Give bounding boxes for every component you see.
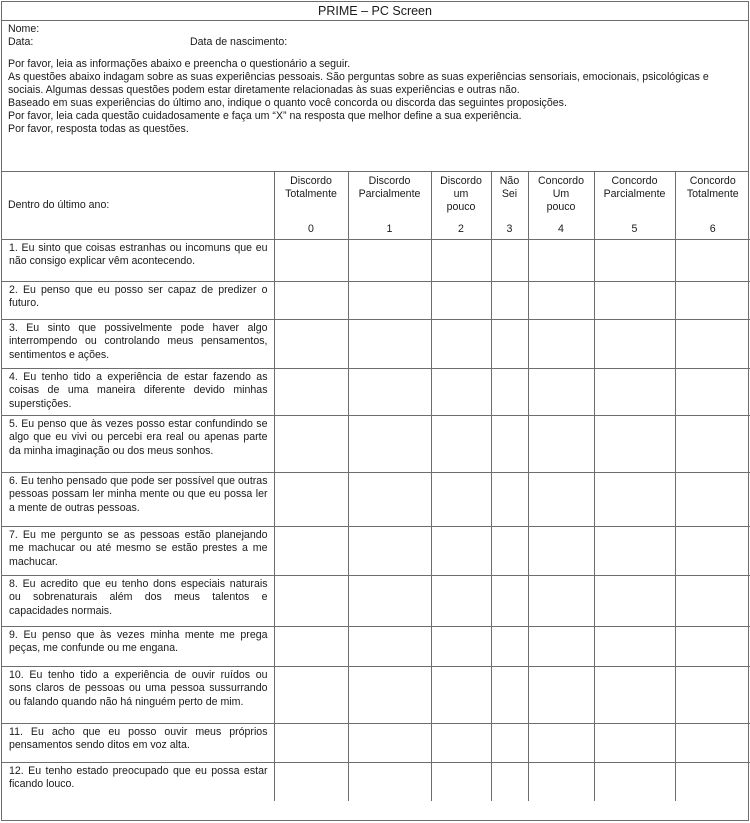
answer-cell-1[interactable]: [348, 472, 431, 526]
answer-cell-3[interactable]: [491, 472, 528, 526]
option-header-3: [491, 172, 528, 239]
question-row: [2, 239, 750, 281]
option-label-line: Totalmente: [275, 188, 348, 201]
answer-cell-5[interactable]: [594, 526, 675, 575]
answer-cell-0[interactable]: [274, 368, 348, 415]
answer-cell-2[interactable]: [431, 626, 491, 666]
answer-cell-1[interactable]: [348, 723, 431, 762]
answer-cell-6[interactable]: [675, 666, 750, 723]
question-body: [2, 239, 750, 801]
answer-cell-4[interactable]: [528, 723, 594, 762]
option-label-line: Sei: [492, 188, 528, 201]
option-value: 5: [595, 223, 675, 236]
instruction-line: sociais. Algumas dessas questões podem estar diretamente relacionadas às suas experiências e outras não.: [8, 84, 742, 97]
answer-cell-2[interactable]: [431, 319, 491, 368]
answer-cell-5[interactable]: [594, 723, 675, 762]
option-header-6: [675, 172, 750, 239]
option-label-line: Parcialmente: [595, 188, 675, 201]
question-text: 11. Eu acho que eu posso ouvir meus próprios pensamentos sendo ditos em voz alta.: [2, 723, 274, 762]
answer-cell-5[interactable]: [594, 239, 675, 281]
answer-cell-0[interactable]: [274, 626, 348, 666]
option-header-5: [594, 172, 675, 239]
answer-cell-0[interactable]: [274, 575, 348, 626]
answer-cell-1[interactable]: [348, 319, 431, 368]
instruction-line: As questões abaixo indagam sobre as suas experiências pessoais. São perguntas sobre as suas experiências sensoriais, emocionais, psicológicas e: [8, 71, 742, 84]
answer-cell-0[interactable]: [274, 239, 348, 281]
answer-cell-6[interactable]: [675, 626, 750, 666]
dob-label: Data de nascimento:: [190, 36, 287, 49]
answer-cell-4[interactable]: [528, 472, 594, 526]
answer-cell-2[interactable]: [431, 526, 491, 575]
option-label-line: Totalmente: [676, 188, 750, 201]
option-label-line: Não: [492, 175, 528, 188]
question-row: [2, 526, 750, 575]
answer-cell-1[interactable]: [348, 626, 431, 666]
answer-cell-6[interactable]: [675, 526, 750, 575]
answer-cell-1[interactable]: [348, 368, 431, 415]
answer-cell-4[interactable]: [528, 319, 594, 368]
answer-cell-2[interactable]: [431, 762, 491, 801]
answer-cell-3[interactable]: [491, 723, 528, 762]
question-row: [2, 368, 750, 415]
option-label-line: Discordo: [349, 175, 431, 188]
answer-cell-1[interactable]: [348, 239, 431, 281]
answer-cell-1[interactable]: [348, 666, 431, 723]
option-label-line: Um: [529, 188, 594, 201]
answer-cell-5[interactable]: [594, 281, 675, 319]
answer-cell-0[interactable]: [274, 472, 348, 526]
instructions: [8, 58, 742, 137]
answer-cell-3[interactable]: [491, 239, 528, 281]
answer-cell-6[interactable]: [675, 319, 750, 368]
option-label-line: Concordo: [529, 175, 594, 188]
answer-cell-2[interactable]: [431, 575, 491, 626]
option-label-line: pouco: [432, 201, 491, 214]
answer-cell-0[interactable]: [274, 281, 348, 319]
answer-cell-1[interactable]: [348, 575, 431, 626]
answer-cell-3[interactable]: [491, 415, 528, 472]
option-label-line: um: [432, 188, 491, 201]
option-value: 1: [349, 223, 431, 236]
answer-cell-2[interactable]: [431, 472, 491, 526]
question-text: 3. Eu sinto que possivelmente pode haver algo interrompendo ou controlando meus pensamentos, sentimentos e ações.: [2, 319, 274, 368]
answer-cell-2[interactable]: [431, 281, 491, 319]
option-label-line: Discordo: [432, 175, 491, 188]
answer-cell-1[interactable]: [348, 762, 431, 801]
answer-cell-4[interactable]: [528, 281, 594, 319]
answer-cell-4[interactable]: [528, 415, 594, 472]
answer-cell-3[interactable]: [491, 526, 528, 575]
answer-cell-1[interactable]: [348, 526, 431, 575]
table-header-row: [2, 172, 750, 239]
answer-cell-6[interactable]: [675, 472, 750, 526]
form-title: PRIME – PC Screen: [2, 2, 748, 21]
answer-cell-6[interactable]: [675, 281, 750, 319]
answer-cell-4[interactable]: [528, 368, 594, 415]
question-row: [2, 281, 750, 319]
answer-cell-5[interactable]: [594, 368, 675, 415]
answer-cell-0[interactable]: [274, 762, 348, 801]
option-header-1: [348, 172, 431, 239]
instruction-line: Por favor, leia as informações abaixo e preencha o questionário a seguir.: [8, 58, 742, 71]
question-text: 6. Eu tenho pensado que pode ser possível que outras pessoas possam ler minha mente ou que eu possa ler a mente de outras pessoas.: [2, 472, 274, 526]
answer-cell-3[interactable]: [491, 319, 528, 368]
answer-cell-3[interactable]: [491, 666, 528, 723]
answer-cell-4[interactable]: [528, 239, 594, 281]
answer-cell-0[interactable]: [274, 723, 348, 762]
option-header-4: [528, 172, 594, 239]
option-value: 2: [432, 223, 491, 236]
question-row: [2, 472, 750, 526]
answer-cell-3[interactable]: [491, 368, 528, 415]
question-text: 10. Eu tenho tido a experiência de ouvir ruídos ou sons claros de pessoas ou uma pessoa sussurrando ou falando quando não há ninguém perto de mim.: [2, 666, 274, 723]
question-row: [2, 415, 750, 472]
option-label-line: Discordo: [275, 175, 348, 188]
answer-cell-2[interactable]: [431, 723, 491, 762]
question-text: 2. Eu penso que eu posso ser capaz de predizer o futuro.: [2, 281, 274, 319]
option-header-2: [431, 172, 491, 239]
question-text: 8. Eu acredito que eu tenho dons especiais naturais ou sobrenaturais além dos meus talentos e capacidades normais.: [2, 575, 274, 626]
answer-cell-2[interactable]: [431, 368, 491, 415]
question-row: [2, 723, 750, 762]
instruction-line: Por favor, leia cada questão cuidadosamente e faça um “X” na resposta que melhor define a sua experiência.: [8, 110, 742, 123]
option-value: 4: [529, 223, 594, 236]
answer-cell-2[interactable]: [431, 239, 491, 281]
answer-cell-5[interactable]: [594, 319, 675, 368]
question-text: 4. Eu tenho tido a experiência de estar fazendo as coisas de uma maneira diferente devido minhas superstições.: [2, 368, 274, 415]
answer-cell-5[interactable]: [594, 626, 675, 666]
answer-cell-6[interactable]: [675, 239, 750, 281]
question-text: 1. Eu sinto que coisas estranhas ou incomuns que eu não consigo explicar vêm acontecendo.: [2, 239, 274, 281]
response-table: [2, 172, 750, 801]
date-label: Data:: [8, 36, 742, 49]
question-text: 5. Eu penso que às vezes posso estar confundindo se algo que eu vivi ou percebi era real ou apenas parte da minha imaginação ou dos meus sonhos.: [2, 415, 274, 472]
answer-cell-3[interactable]: [491, 626, 528, 666]
question-row: [2, 762, 750, 801]
answer-cell-3[interactable]: [491, 762, 528, 801]
option-value: 3: [492, 223, 528, 236]
answer-cell-1[interactable]: [348, 281, 431, 319]
questionnaire-sheet: [1, 1, 749, 821]
answer-cell-4[interactable]: [528, 526, 594, 575]
answer-cell-2[interactable]: [431, 666, 491, 723]
question-row: [2, 626, 750, 666]
question-row: [2, 666, 750, 723]
answer-cell-0[interactable]: [274, 319, 348, 368]
respondent-fields: [8, 23, 742, 51]
answer-cell-1[interactable]: [348, 415, 431, 472]
option-label-line: Parcialmente: [349, 188, 431, 201]
answer-cell-5[interactable]: [594, 575, 675, 626]
name-label: Nome:: [8, 23, 742, 36]
form-header: [2, 21, 748, 172]
answer-cell-6[interactable]: [675, 723, 750, 762]
answer-cell-0[interactable]: [274, 526, 348, 575]
answer-cell-4[interactable]: [528, 666, 594, 723]
answer-cell-3[interactable]: [491, 281, 528, 319]
question-row: [2, 319, 750, 368]
answer-cell-5[interactable]: [594, 415, 675, 472]
answer-cell-6[interactable]: [675, 415, 750, 472]
answer-cell-6[interactable]: [675, 368, 750, 415]
option-label-line: pouco: [529, 201, 594, 214]
answer-cell-3[interactable]: [491, 575, 528, 626]
answer-cell-4[interactable]: [528, 626, 594, 666]
instruction-line: Baseado em suas experiências do último ano, indique o quanto você concorda ou discorda das seguintes proposições.: [8, 97, 742, 110]
question-row: [2, 575, 750, 626]
option-value: 6: [676, 223, 750, 236]
answer-cell-5[interactable]: [594, 762, 675, 801]
question-text: 9. Eu penso que às vezes minha mente me prega peças, me confunde ou me engana.: [2, 626, 274, 666]
answer-cell-6[interactable]: [675, 575, 750, 626]
question-column-header: Dentro do último ano:: [2, 172, 274, 239]
question-text: 7. Eu me pergunto se as pessoas estão planejando me machucar ou até mesmo se estão prestes a me machucar.: [2, 526, 274, 575]
answer-cell-0[interactable]: [274, 666, 348, 723]
option-value: 0: [275, 223, 348, 236]
option-label-line: Concordo: [595, 175, 675, 188]
question-text: 12. Eu tenho estado preocupado que eu possa estar ficando louco.: [2, 762, 274, 801]
answer-cell-4[interactable]: [528, 575, 594, 626]
answer-cell-2[interactable]: [431, 415, 491, 472]
answer-cell-0[interactable]: [274, 415, 348, 472]
option-label-line: Concordo: [676, 175, 750, 188]
answer-cell-4[interactable]: [528, 762, 594, 801]
answer-cell-5[interactable]: [594, 472, 675, 526]
option-header-0: [274, 172, 348, 239]
answer-cell-6[interactable]: [675, 762, 750, 801]
answer-cell-5[interactable]: [594, 666, 675, 723]
instruction-line: Por favor, resposta todas as questões.: [8, 123, 742, 136]
